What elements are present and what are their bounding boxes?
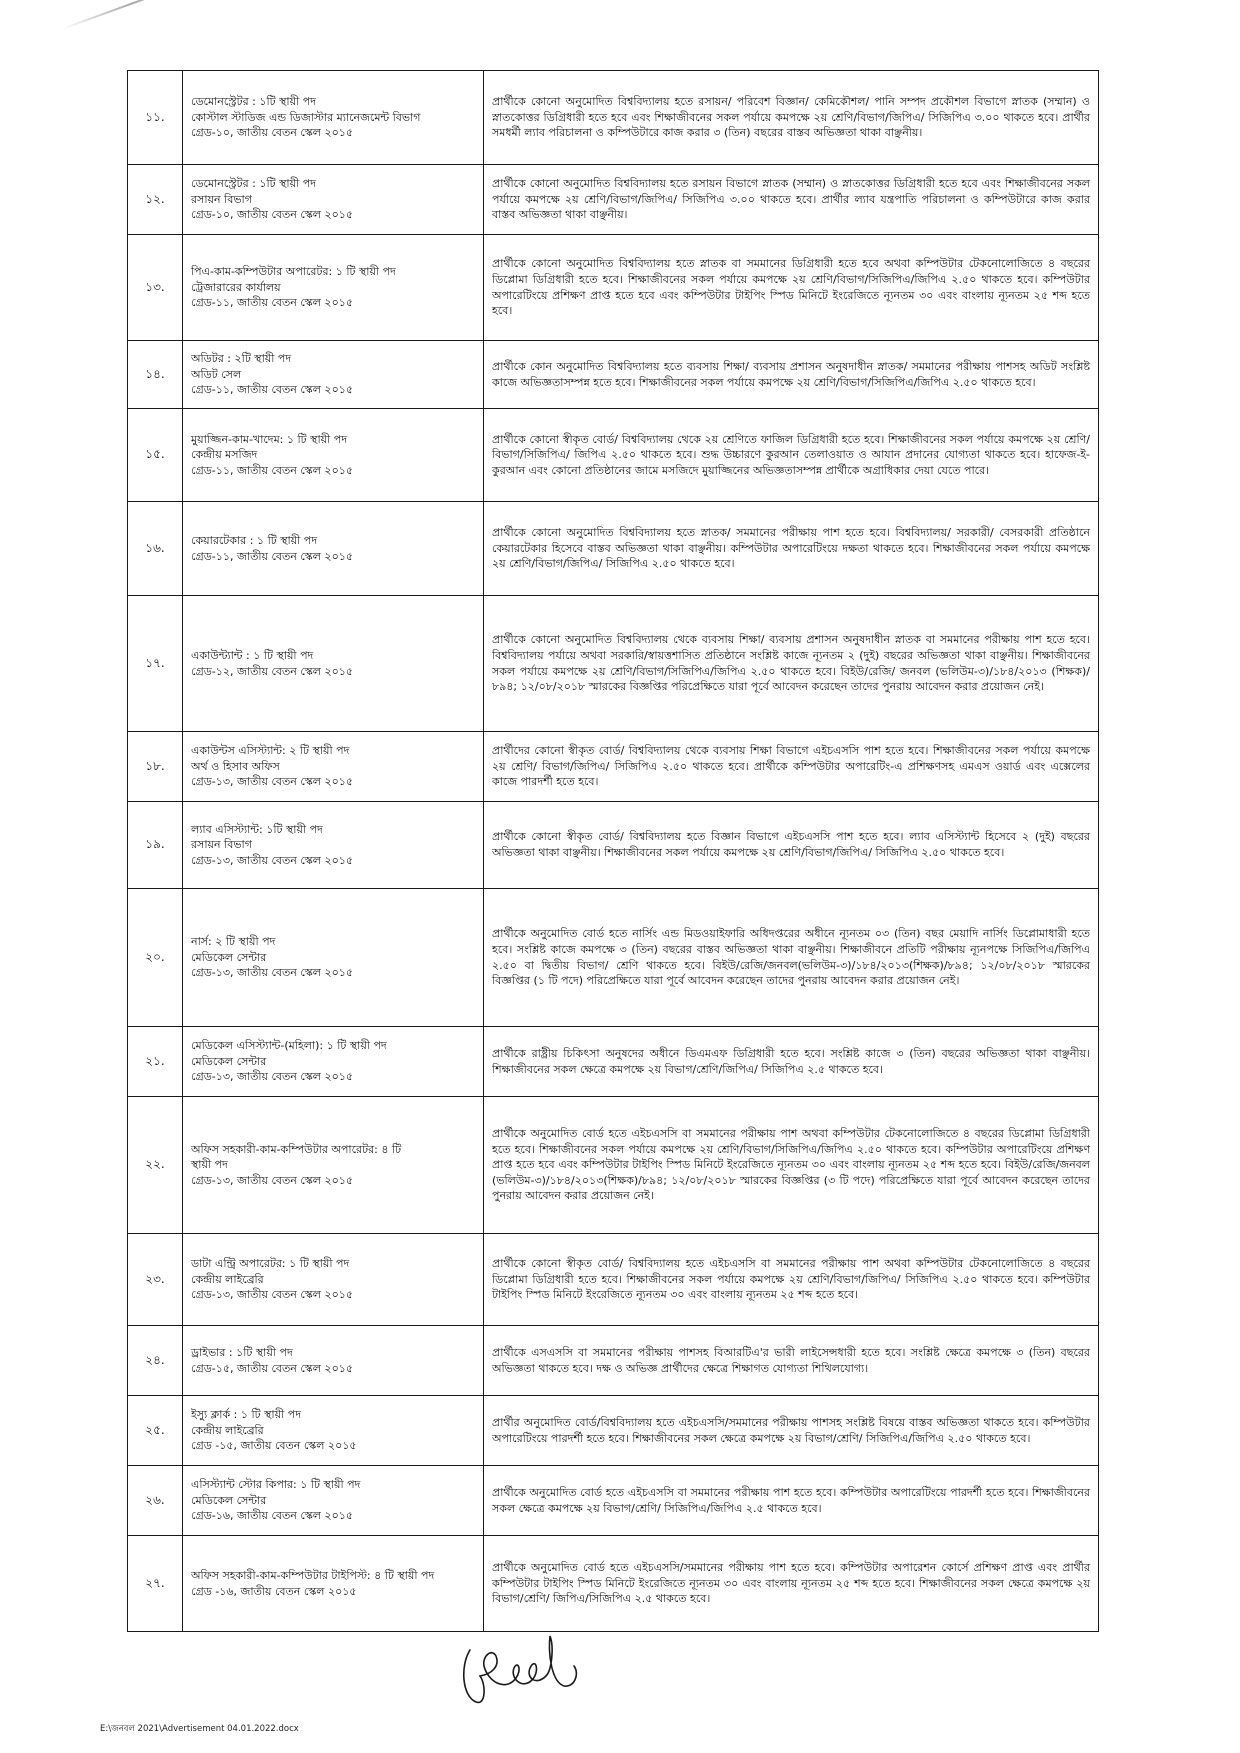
serial-number: ১৫.	[128, 409, 183, 502]
table-row	[128, 502, 1099, 596]
post-office: কেন্দ্রীয় লাইব্রেরি	[191, 1272, 264, 1286]
requirements: প্রার্থীকে অনুমোদিত বোর্ড হতে এইচএসসি বা সমমানের পরীক্ষায় পাশ হতে হবে। কম্পিউটার অপারেটিংয়ে পারদর্শী হতে হবে। শিক্ষাজীবনের সকল ক্ষেত্রে কমপক্ষে ২য় বিভাগ/শ্রেণি/ সিজিপিএ/জিপিএ ২.৫ থাকতে হবে।	[484, 1466, 1099, 1536]
requirements: প্রার্থীকে কোনো অনুমোদিত বিশ্ববিদ্যালয় হতে রসায়ন বিভাগে স্নাতক (সম্মান) ও স্নাতকোত্তর ডিগ্রিধারী হতে হবে এবং শিক্ষাজীবনের সকল পর্যায়ে কমপক্ষে ২য় শ্রেণি/বিভাগ/জিপিএ/ সিজিপিএ ৩.০০ থাকতে হবে। প্রার্থীর ল্যাব যন্ত্রপাতি পরিচালনা ও কম্পিউটারে কাজ করার বাস্তব অভিজ্ঞতা থাকা বাঞ্ছনীয়।	[484, 165, 1099, 235]
post-office: কোস্টাল স্টাডিজ এন্ড ডিজাস্টার ম্যানেজমেন্ট বিভাগ	[191, 110, 421, 124]
requirements: প্রার্থীকে কোনো স্বীকৃত বোর্ড/ বিশ্ববিদ্যালয় হতে বিজ্ঞান বিভাগে এইচএসসি পাশ হতে হবে। ল্যাব এসিস্ট্যান্ট হিসেবে ২ (দুই) বছরের অভিজ্ঞতা থাকা বাঞ্ছনীয়। শিক্ষাজীবনের সকল পর্যায়ে কমপক্ষে ২য় শ্রেণি/বিভাগ/জিপিএ/ সিজিপিএ ২.৫০ থাকতে হবে।	[484, 802, 1099, 889]
post-info	[183, 165, 484, 235]
post-info	[183, 341, 484, 409]
post-info	[183, 889, 484, 1027]
post-info	[183, 1097, 484, 1234]
post-office: মেডিকেল সেন্টার	[191, 1493, 267, 1507]
post-grade: গ্রেড-১৬, জাতীয় বেতন স্কেল ২০১৫	[191, 1509, 354, 1523]
post-grade: গ্রেড-১৫, জাতীয় বেতন স্কেল ২০১৫	[191, 1361, 354, 1375]
serial-number: ২৪.	[128, 1326, 183, 1396]
post-info	[183, 1027, 484, 1097]
post-grade: গ্রেড-১১, জাতীয় বেতন স্কেল ২০১৫	[191, 296, 354, 310]
post-office: স্থায়ী পদ	[191, 1158, 228, 1172]
post-office: রসায়ন বিভাগ	[191, 838, 252, 852]
requirements: প্রার্থীকে এসএসসি বা সমমানের পরীক্ষায় পাশসহ বিআরটিএ'র ভারী লাইসেন্সধারী হতে হবে। সংশ্লিষ্ট ক্ষেত্রে কমপক্ষে ৩ (তিন) বছরের অভিজ্ঞতা থাকতে হবে। দক্ষ ও অভিজ্ঞ প্রার্থীদের ক্ষেত্রে শিক্ষাগত যোগ্যতা শিথিলযোগ্য।	[484, 1326, 1099, 1396]
file-path: E:\জনবল 2021\Advertisement 04.01.2022.docx	[100, 1724, 299, 1734]
post-grade: গ্রেড -১৬, জাতীয় বেতন স্কেল ২০১৫	[191, 1584, 357, 1598]
table-row	[128, 1326, 1099, 1396]
requirements: প্রার্থীকে অনুমোদিত বোর্ড হতে এইচএসসি বা সমমানের পরীক্ষায় পাশ অথবা কম্পিউটার টেকনোলোজিতে ৪ বছরের ডিপ্লোমা ডিগ্রিধারী হতে হবে। শিক্ষাজীবনের সকল পর্যায়ে কমপক্ষে ২য় শ্রেণি/বিভাগ/সিজিপিএ/জিপিএ ২.৫০ থাকতে হবে। কম্পিউটার অপারেটিংয়ে প্রশিক্ষণ প্রাপ্ত হতে হবে এবং কম্পিউটার টাইপিং স্পিড মিনিটে ইংরেজিতে ন্যূনতম ৩০ এবং বাংলায় ন্যূনতম ২৫ শব্দ হতে হবে। বিইউ/রেজি/জনবল (ভলিউম-৩)/১৮৪/২০১৩(শিক্ষক)/৮৯৪; ১২/০৮/২০১৮ স্মারকের বিজ্ঞপ্তির (৩ টি পদে) পরিপ্রেক্ষিতে যারা পূর্বে আবেদন করেছেন তাদের পুনরায় আবেদন করার প্রয়োজন নেই।	[484, 1097, 1099, 1234]
table-row	[128, 596, 1099, 732]
post-office: অডিট সেল	[191, 367, 242, 381]
post-grade: গ্রেড-১০, জাতীয় বেতন স্কেল ২০১৫	[191, 208, 354, 222]
post-title: মেডিকেল এসিস্ট্যান্ট-(মহিলা): ১ টি স্থায়ী পদ	[191, 1039, 387, 1053]
post-title: ইস্যু ক্লার্ক : ১ টি স্থায়ী পদ	[191, 1408, 301, 1422]
table-row	[128, 1027, 1099, 1097]
post-grade: গ্রেড-১১, জাতীয় বেতন স্কেল ২০১৫	[191, 383, 354, 397]
table-row	[128, 1097, 1099, 1234]
requirements: প্রার্থীকে কোনো স্বীকৃত বোর্ড/ বিশ্ববিদ্যালয় হতে এইচএসসি বা সমমানের পরীক্ষায় পাশ অথবা কম্পিউটার টেকনোলোজিতে ৪ বছরের ডিপ্লোমা ডিগ্রিধারী হতে হবে। শিক্ষাজীবনের সকল পর্যায়ে কমপক্ষে ২য় শ্রেণি/বিভাগ/জিপিএ/ সিজিপিএ ২.৫০ থাকতে হবে। কম্পিউটার টাইপিং স্পিড মিনিটে ইংরেজিতে ন্যূনতম ৩০ এবং বাংলায় ন্যূনতম ২৫ শব্দ হতে হবে।	[484, 1234, 1099, 1326]
serial-number: ১৪.	[128, 341, 183, 409]
table-row	[128, 165, 1099, 235]
serial-number: ১৯.	[128, 802, 183, 889]
serial-number: ২০.	[128, 889, 183, 1027]
serial-number: ২৫.	[128, 1396, 183, 1466]
serial-number: ২৩.	[128, 1234, 183, 1326]
serial-number: ১১.	[128, 71, 183, 165]
post-info	[183, 802, 484, 889]
table-row	[128, 1234, 1099, 1326]
post-title: অডিটর : ২টি স্থায়ী পদ	[191, 352, 292, 366]
scan-mark	[62, 0, 204, 30]
requirements: প্রার্থীকে কোন অনুমোদিত বিশ্ববিদ্যালয় হতে ব্যবসায় শিক্ষা/ ব্যবসায় প্রশাসন অনুষদাধীন স্নাতক/ সমমানের পরীক্ষায় পাশসহ অডিট সংশ্লিষ্ট কাজে অভিজ্ঞতাসম্পন্ন হতে হবে। শিক্ষাজীবনের সকল পর্যায়ে কমপক্ষে ২য় শ্রেণি/বিভাগ/সিজিপিএ/জিপিএ ২.৫০ থাকতে হবে।	[484, 341, 1099, 409]
table-row	[128, 341, 1099, 409]
posts-table	[127, 70, 1099, 1632]
serial-number: ১৮.	[128, 732, 183, 802]
table-row	[128, 409, 1099, 502]
signature	[456, 1626, 616, 1712]
requirements: প্রার্থীকে কোনো অনুমোদিত বিশ্ববিদ্যালয় হতে স্নাতক বা সমমানের ডিগ্রিধারী হতে হবে অথবা কম্পিউটার টেকনোলোজিতে ৪ বছরের ডিপ্লোমা ডিগ্রিধারী হতে হবে। শিক্ষাজীবনের সকল পর্যায়ে কমপক্ষে ২য় শ্রেণি/বিভাগ/সিজিপিএ/জিপিএ ২.৫০ থাকতে হবে। কম্পিউটার অপারেটিংয়ে প্রশিক্ষণ প্রাপ্ত হতে হবে এবং কম্পিউটার টাইপিং স্পিড মিনিটে ইংরেজিতে ন্যূনতম ৩০ এবং বাংলায় ন্যূনতম ২৫ শব্দ হতে হবে।	[484, 235, 1099, 341]
table-row	[128, 889, 1099, 1027]
post-info	[183, 1396, 484, 1466]
post-office: ট্রেজারারের কার্যালয়	[191, 280, 281, 294]
post-grade: গ্রেড-১৩, জাতীয় বেতন স্কেল ২০১৫	[191, 775, 354, 789]
post-info	[183, 1536, 484, 1632]
post-title: ড্রাইভার : ১টি স্থায়ী পদ	[191, 1345, 293, 1359]
requirements: প্রার্থীদের কোনো স্বীকৃত বোর্ড/ বিশ্ববিদ্যালয় থেকে ব্যবসায় শিক্ষা বিভাগে এইচএসসি পাশ হতে হবে। শিক্ষাজীবনের সকল পর্যায়ে কমপক্ষে ২য় শ্রেণি/ বিভাগ/জিপিএ/ সিজিপিএ ২.৫০ থাকতে হবে। প্রার্থীকে কম্পিউটার অপারেটিং-এ প্রশিক্ষণসহ এমএস ওয়ার্ড এবং এক্সেলের কাজে পারদর্শী হতে হবে।	[484, 732, 1099, 802]
requirements: প্রার্থীকে অনুমোদিত বোর্ড হতে এইচএসসি/সমমানের পরীক্ষায় পাশ হতে হবে। কম্পিউটার অপারেশন কোর্সে প্রশিক্ষণ প্রাপ্ত এবং প্রার্থীর কম্পিউটার টাইপিং স্পিড মিনিটে ইংরেজিতে ন্যূনতম ৩০ এবং বাংলায় ন্যূনতম ২৫ শব্দ হতে হবে। শিক্ষাজীবনের সকল ক্ষেত্রে কমপক্ষে ২য় বিভাগ/শ্রেণি/ জিপিএ/সিজিপিএ ২.৫ থাকতে হবে।	[484, 1536, 1099, 1632]
post-info	[183, 71, 484, 165]
post-title: পিএ-কাম-কম্পিউটার অপারেটর: ১ টি স্থায়ী পদ	[191, 265, 396, 279]
post-info	[183, 1466, 484, 1536]
serial-number: ১৬.	[128, 502, 183, 596]
post-grade: গ্রেড-১২, জাতীয় বেতন স্কেল ২০১৫	[191, 664, 354, 678]
table-row	[128, 71, 1099, 165]
serial-number: ২৬.	[128, 1466, 183, 1536]
post-grade: গ্রেড-১৩, জাতীয় বেতন স্কেল ২০১৫	[191, 966, 354, 980]
post-grade: গ্রেড-১০, জাতীয় বেতন স্কেল ২০১৫	[191, 126, 354, 140]
post-grade: গ্রেড-১৩, জাতীয় বেতন স্কেল ২০১৫	[191, 853, 354, 867]
requirements: প্রার্থীকে রাষ্ট্রীয় চিকিৎসা অনুষদের অধীনে ডিএমএফ ডিগ্রিধারী হতে হবে। সংশ্লিষ্ট কাজে ৩ (তিন) বছরের অভিজ্ঞতা থাকা বাঞ্ছনীয়। শিক্ষাজীবনের সকল ক্ষেত্রে কমপক্ষে ২য় বিভাগ/শ্রেণি/জিপিএ/ সিজিপিএ ২.৫ থাকতে হবে।	[484, 1027, 1099, 1097]
post-title: একাউন্টস এসিস্ট্যান্ট: ২ টি স্থায়ী পদ	[191, 744, 350, 758]
post-info	[183, 235, 484, 341]
table-row	[128, 1536, 1099, 1632]
requirements: প্রার্থীকে অনুমোদিত বোর্ড হতে নার্সিং এন্ড মিডওয়াইফারি অধিদপ্তরের অধীনে ন্যূনতম ০৩ (তিন) বছর মেয়াদি নার্সিং ডিপ্লোমাধারী হতে হবে। সংশ্লিষ্ট কাজে কমপক্ষে ৩ (তিন) বছরের বাস্তব অভিজ্ঞতা থাকা বাঞ্ছনীয়। শিক্ষাজীবনে প্রতিটি পরীক্ষায় ন্যূনপক্ষে সিজিপিএ/জিপিএ ২.৫০ বা দ্বিতীয় বিভাগ/ শ্রেণি থাকতে হবে। বিইউ/রেজি/জনবল(ভলিউম-৩)/১৮৪/২০১৩(শিক্ষক)/৮৯৪; ১২/০৮/২০১৮ স্মারকের বিজ্ঞপ্তির (১ টি পদে) পরিপ্রেক্ষিতে যারা পূর্বে আবেদন করেছেন তাদের পুনরায় আবেদন করার প্রয়োজন নেই।	[484, 889, 1099, 1027]
post-title: এসিস্ট্যান্ট স্টোর কিপার: ১ টি স্থায়ী পদ	[191, 1478, 361, 1492]
post-grade: গ্রেড-১৩, জাতীয় বেতন স্কেল ২০১৫	[191, 1173, 354, 1187]
post-office: মেডিকেল সেন্টার	[191, 1054, 267, 1068]
post-title: একাউন্ট্যান্ট : ১ টি স্থায়ী পদ	[191, 648, 314, 662]
post-office: রসায়ন বিভাগ	[191, 192, 252, 206]
post-office: মেডিকেল সেন্টার	[191, 950, 267, 964]
post-info	[183, 732, 484, 802]
table-row	[128, 732, 1099, 802]
post-title: নার্স: ২ টি স্থায়ী পদ	[191, 935, 276, 949]
post-title: ডেমোনস্ট্রেটর : ১টি স্থায়ী পদ	[191, 95, 316, 109]
post-title: ল্যাব এসিস্ট্যান্ট: ১টি স্থায়ী পদ	[191, 822, 323, 836]
serial-number: ১৭.	[128, 596, 183, 732]
post-info	[183, 502, 484, 596]
requirements: প্রার্থীকে কোনো অনুমোদিত বিশ্ববিদ্যালয় হতে স্নাতক/ সমমানের পরীক্ষায় পাশ হতে হবে। বিশ্ববিদ্যালয়/ সরকারী/ বেসরকারী প্রতিষ্ঠানে কেয়ারটেকার হিসেবে বাস্তব অভিজ্ঞতা থাকা বাঞ্ছনীয়। কম্পিউটার অপারেটিংয়ে দক্ষতা থাকতে হবে। শিক্ষাজীবনের সকল পর্যায়ে কমপক্ষে ২য় শ্রেণি/বিভাগ/জিপিএ/ সিজিপিএ ২.৫০ থাকতে হবে।	[484, 502, 1099, 596]
serial-number: ২২.	[128, 1097, 183, 1234]
post-grade: গ্রেড -১৫, জাতীয় বেতন স্কেল ২০১৫	[191, 1439, 357, 1453]
post-grade: গ্রেড-১১, জাতীয় বেতন স্কেল ২০১৫	[191, 549, 354, 563]
serial-number: ২৭.	[128, 1536, 183, 1632]
post-info	[183, 596, 484, 732]
post-office: কেন্দ্রীয় মসজিদ	[191, 448, 258, 462]
post-info	[183, 1326, 484, 1396]
serial-number: ১২.	[128, 165, 183, 235]
table-row	[128, 1466, 1099, 1536]
post-office: কেন্দ্রীয় লাইব্রেরি	[191, 1423, 264, 1437]
post-title: অফিস সহকারী-কাম-কম্পিউটার অপারেটর: ৪ টি	[191, 1142, 402, 1156]
requirements: প্রার্থীকে কোনো অনুমোদিত বিশ্ববিদ্যালয় থেকে ব্যবসায় শিক্ষা/ ব্যবসায় প্রশাসন অনুষদাধীন স্নাতক বা সমমানের পরীক্ষায় পাশ হতে হবে। বিশ্ববিদ্যালয় পর্যায়ে অথবা সরকারি/স্বায়ত্তশাসিত প্রতিষ্ঠানে সংশ্লিষ্ট কাজে ন্যূনতম ২ (দুই) বছরের অভিজ্ঞতা থাকা বাঞ্ছনীয়। শিক্ষাজীবনের সকল পর্যায়ে কমপক্ষে ২য় শ্রেণি/বিভাগ/সিজিপিএ/জিপিএ ২.৫০ থাকতে হবে। বিইউ/রেজি/ জনবল (ভলিউম-৩)/১৮৪/২০১৩ (শিক্ষক)/৮৯৪; ১২/০৮/২০১৮ স্মারকের বিজ্ঞপ্তির পরিপ্রেক্ষিতে যারা পূর্বে আবেদন করেছেন তাদের পুনরায় আবেদন করার প্রয়োজন নেই।	[484, 596, 1099, 732]
post-info	[183, 409, 484, 502]
post-info	[183, 1234, 484, 1326]
serial-number: ১৩.	[128, 235, 183, 341]
serial-number: ২১.	[128, 1027, 183, 1097]
post-title: ডাটা এন্ট্রি অপারেটর: ১ টি স্থায়ী পদ	[191, 1257, 350, 1271]
post-grade: গ্রেড-১৩, জাতীয় বেতন স্কেল ২০১৫	[191, 1070, 354, 1084]
post-grade: গ্রেড-১১, জাতীয় বেতন স্কেল ২০১৫	[191, 463, 354, 477]
requirements: প্রার্থীকে কোনো স্বীকৃত বোর্ড/ বিশ্ববিদ্যালয় থেকে ২য় শ্রেণিতে ফাজিল ডিগ্রিধারী হতে হবে। শিক্ষাজীবনের সকল পর্যায়ে কমপক্ষে ২য় শ্রেণি/বিভাগ/সিজিপিএ/ জিপিএ ২.৫০ থাকতে হবে। শুদ্ধ উচ্চারণে কুরআন তেলাওয়াত ও আযান প্রদানের যোগ্যতা থাকতে হবে। হাফেজ-ই-কুরআন এবং কোনো প্রতিষ্ঠানের জামে মসজিদে মুয়াজ্জিনের অভিজ্ঞতাসম্পন্ন প্রার্থীকে অগ্রাধিকার দেয়া যেতে পারে।	[484, 409, 1099, 502]
post-title: মুয়াজ্জিন-কাম-খাদেম: ১ টি স্থায়ী পদ	[191, 432, 348, 446]
requirements: প্রার্থীকে কোনো অনুমোদিত বিশ্ববিদ্যালয় হতে রসায়ন/ পরিবেশ বিজ্ঞান/ কেমিকৌশল/ পানি সম্পদ প্রকৌশল বিভাগে স্নাতক (সম্মান) ও স্নাতকোত্তর ডিগ্রিধারী হতে হবে এবং শিক্ষাজীবনের সকল পর্যায়ে কমপক্ষে ২য় শ্রেণি/বিভাগ/জিপিএ/ সিজিপিএ ৩.০০ থাকতে হবে। প্রার্থীর সমধর্মী ল্যাব পরিচালনা ও কম্পিউটারে কাজ করার ৩ (তিন) বছরের বাস্তব অভিজ্ঞতা থাকা বাঞ্ছনীয়।	[484, 71, 1099, 165]
post-title: ডেমোনস্ট্রেটর : ১টি স্থায়ী পদ	[191, 177, 316, 191]
post-office: অর্থ ও হিসাব অফিস	[191, 759, 280, 773]
requirements: প্রার্থীর অনুমোদিত বোর্ড/বিশ্ববিদ্যালয় হতে এইচএসসি/সমমানের পরীক্ষায় পাশসহ সংশ্লিষ্ট বিষয়ে বাস্তব অভিজ্ঞতা থাকতে হবে। কম্পিউটার অপারেটিংয়ে পারদর্শী হতে হবে। শিক্ষাজীবনের সকল ক্ষেত্রে কমপক্ষে ২য় বিভাগ/শ্রেণি/ সিজিপিএ/জিপিএ ২.৫০ থাকতে হবে।	[484, 1396, 1099, 1466]
post-title: অফিস সহকারী-কাম-কম্পিউটার টাইপিস্ট: ৪ টি স্থায়ী পদ	[191, 1568, 435, 1582]
post-grade: গ্রেড-১৩, জাতীয় বেতন স্কেল ২০১৫	[191, 1288, 354, 1302]
table-row	[128, 802, 1099, 889]
table-row	[128, 235, 1099, 341]
post-title: কেয়ারটেকার : ১ টি স্থায়ী পদ	[191, 533, 318, 547]
table-row	[128, 1396, 1099, 1466]
